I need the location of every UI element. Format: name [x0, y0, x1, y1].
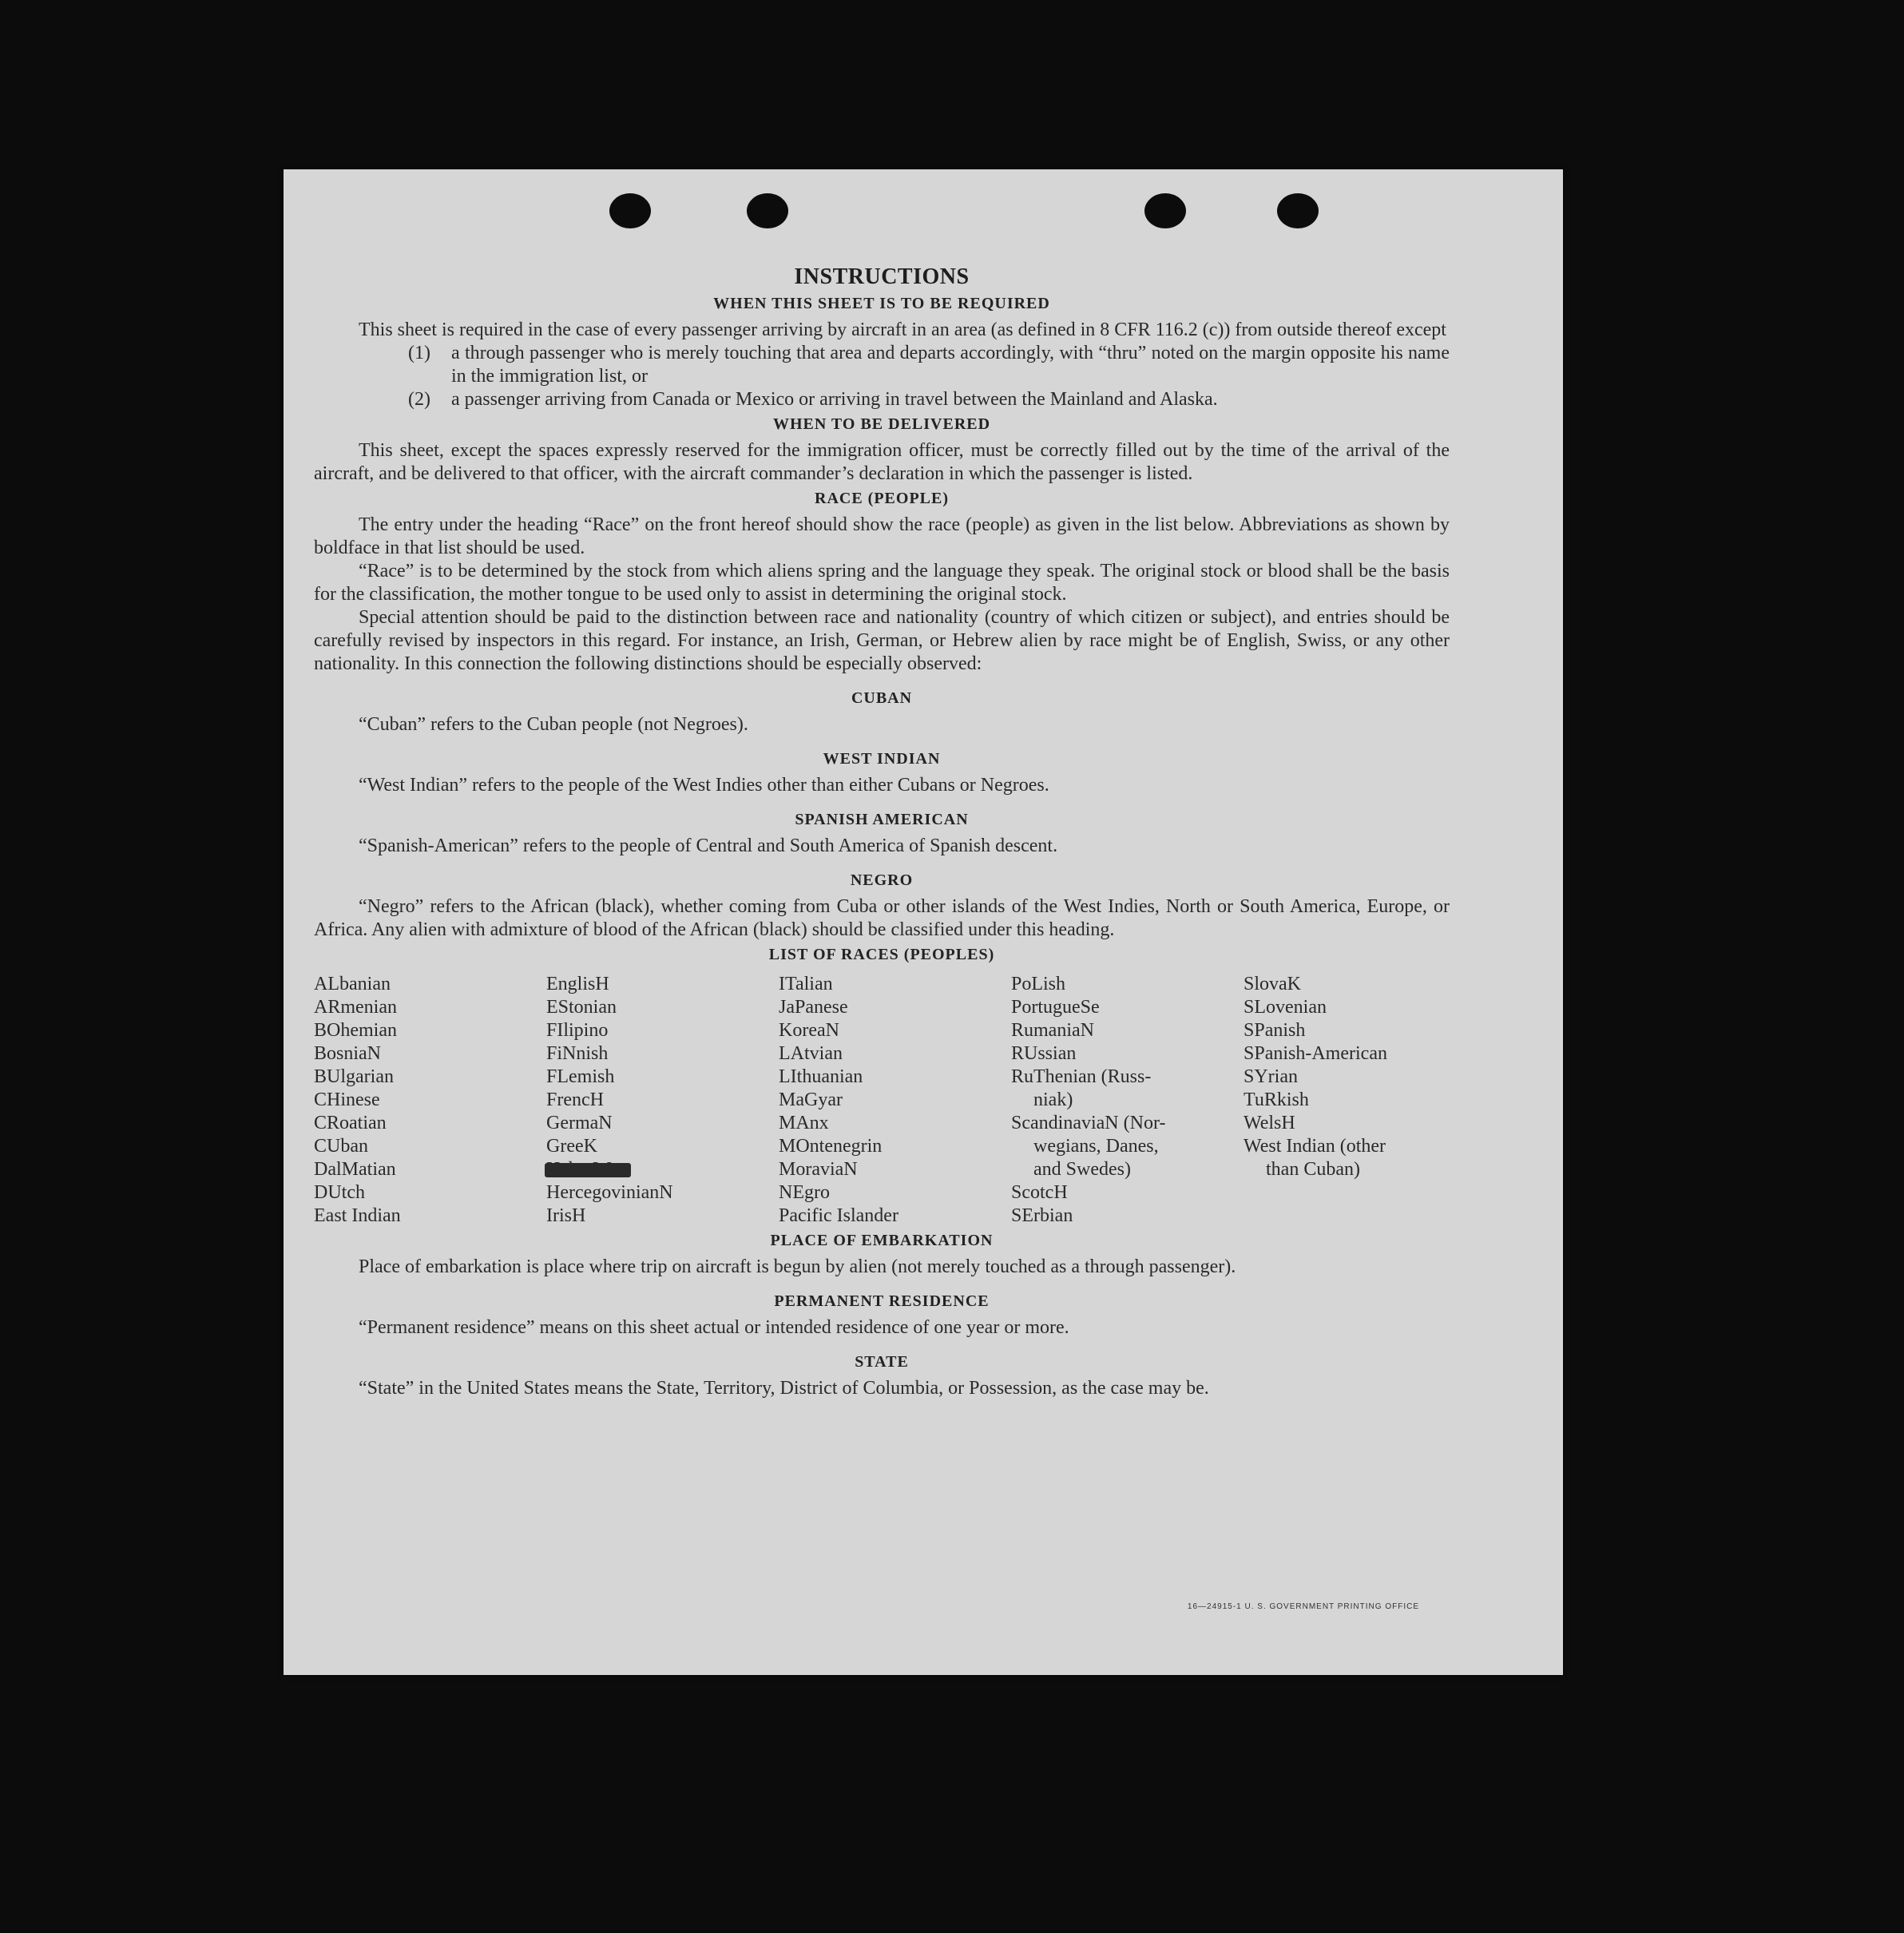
- race-entry: LIthuanian: [779, 1066, 863, 1087]
- section-heading-state: STATE: [855, 1353, 909, 1371]
- race-entry: CHinese: [314, 1090, 380, 1110]
- race-entry: GreeK: [546, 1136, 597, 1157]
- punch-hole: [609, 193, 651, 228]
- state-text: “State” in the United States means the State, Territory, District of Columbia, or Possession, as the case may be.: [359, 1378, 1209, 1399]
- race-entry: LAtvian: [779, 1043, 843, 1064]
- race-entry: ARmenian: [314, 997, 397, 1018]
- race-entry: SLovenian: [1244, 997, 1327, 1018]
- race-entry: SYrian: [1244, 1066, 1298, 1087]
- race-entry: SPanish: [1244, 1020, 1306, 1041]
- race-entry: PortugueSe: [1011, 997, 1100, 1018]
- race-entry: EnglisH: [546, 974, 609, 994]
- spanish-american-text: “Spanish-American” refers to the people of Central and South America of Spanish descent.: [359, 836, 1058, 856]
- when-required-intro: This sheet is required in the case of every passenger arriving by aircraft in an area (as defined in 8 CFR 116.2 (c)) from outside thereof except: [359, 320, 1446, 340]
- race-entry: BOhemian: [314, 1020, 397, 1041]
- instructions-body: [314, 264, 1450, 1400]
- negro-text: “Negro” refers to the African (black), whether coming from Cuba or other islands of the West Indies, North or South America, Europe, or Africa. Any alien with admixture of blood of the African (black) should be classified under this heading.: [314, 896, 1450, 940]
- race-entry: SPanish-American: [1244, 1043, 1387, 1064]
- race-paragraph-1: The entry under the heading “Race” on the front hereof should show the race (people) as given in the list below. Abbreviations as shown by boldface in that list should be used.: [314, 514, 1450, 558]
- race-entry-continuation: and Swedes): [1033, 1159, 1131, 1180]
- race-entry: East Indian: [314, 1205, 401, 1226]
- item-text: a passenger arriving from Canada or Mexico or arriving in travel between the Mainland and Alaska.: [451, 389, 1218, 410]
- race-entry: HercegovinianN: [546, 1182, 673, 1203]
- race-entry: CRoatian: [314, 1113, 387, 1133]
- printing-office-code: 16—24915-1 U. S. GOVERNMENT PRINTING OFFICE: [1187, 1602, 1419, 1611]
- residence-text: “Permanent residence” means on this sheet actual or intended residence of one year or more.: [359, 1317, 1069, 1338]
- race-entry: DalMatian: [314, 1159, 396, 1180]
- race-entry: West Indian (other: [1244, 1136, 1386, 1157]
- item-text: a through passenger who is merely touching that area and departs accordingly, with “thru” noted on the margin opposite his name in the immigration list, or: [451, 343, 1450, 387]
- race-entry-continuation: niak): [1033, 1090, 1073, 1110]
- race-entry: TuRkish: [1244, 1090, 1309, 1110]
- race-entry: FrencH: [546, 1090, 604, 1110]
- section-heading-list-of-races: LIST OF RACES (PEOPLES): [768, 946, 995, 963]
- document-page: [284, 169, 1563, 1675]
- race-paragraph-2: “Race” is to be determined by the stock from which aliens spring and the language they speak. The original stock or blood shall be the basis for the classification, the mother tongue to be used only to assist in determining the original stock.: [314, 561, 1450, 605]
- race-entry: MOntenegrin: [779, 1136, 883, 1157]
- race-entry: IrisH: [546, 1205, 586, 1226]
- races-column-2: [546, 973, 779, 1228]
- race-entry: FiNnish: [546, 1043, 609, 1064]
- race-entry: ScandinaviaN (Nor-: [1011, 1113, 1166, 1133]
- section-heading-cuban: CUBAN: [851, 689, 913, 707]
- race-entry: RumaniaN: [1011, 1020, 1094, 1041]
- punch-hole: [1144, 193, 1186, 228]
- race-entry: DUtch: [314, 1182, 365, 1203]
- item-number: (2): [408, 389, 430, 410]
- west-indian-text: “West Indian” refers to the people of the West Indies other than either Cubans or Negroes.: [359, 775, 1049, 796]
- race-entry: WelsH: [1244, 1113, 1295, 1133]
- when-delivered-text: This sheet, except the spaces expressly reserved for the immigration officer, must be correctly filled out by the time of the arrival of the aircraft, and be delivered to that officer, with the aircraft commander’s declaration in which the passenger is listed.: [314, 440, 1450, 484]
- race-entry-redacted: [546, 1158, 779, 1181]
- race-entry: FIlipino: [546, 1020, 609, 1041]
- race-entry: MoraviaN: [779, 1159, 858, 1180]
- section-heading-spanish-american: SPANISH AMERICAN: [795, 811, 969, 828]
- race-entry: ITalian: [779, 974, 833, 994]
- race-entry-continuation: wegians, Danes,: [1033, 1136, 1159, 1157]
- item-number: (1): [408, 343, 430, 363]
- race-entry: FLemish: [546, 1066, 615, 1087]
- embarkation-text: Place of embarkation is place where trip on aircraft is begun by alien (not merely touched as a through passenger).: [359, 1256, 1236, 1277]
- race-entry: ALbanian: [314, 974, 391, 994]
- section-heading-race: RACE (PEOPLE): [815, 490, 949, 507]
- list-item: [408, 342, 1450, 388]
- race-entry: GermaN: [546, 1113, 613, 1133]
- list-item: [408, 388, 1450, 411]
- section-heading-residence: PERMANENT RESIDENCE: [774, 1292, 990, 1310]
- race-entry: MAnx: [779, 1113, 829, 1133]
- race-entry: EStonian: [546, 997, 617, 1018]
- cuban-text: “Cuban” refers to the Cuban people (not Negroes).: [359, 714, 748, 735]
- section-heading-when-required: WHEN THIS SHEET IS TO BE REQUIRED: [713, 295, 1050, 312]
- race-entry: RUssian: [1011, 1043, 1077, 1064]
- race-entry: NEgro: [779, 1182, 830, 1203]
- punch-hole: [1277, 193, 1319, 228]
- race-entry: RuThenian (Russ-: [1011, 1066, 1152, 1087]
- race-entry: PoLish: [1011, 974, 1066, 994]
- race-entry: CUban: [314, 1136, 368, 1157]
- redaction-mark: [545, 1163, 631, 1177]
- page-title: INSTRUCTIONS: [794, 264, 970, 289]
- race-entry: MaGyar: [779, 1090, 843, 1110]
- section-heading-when-delivered: WHEN TO BE DELIVERED: [772, 415, 991, 433]
- race-entry: KoreaN: [779, 1020, 839, 1041]
- race-entry-continuation: than Cuban): [1266, 1159, 1360, 1180]
- section-heading-west-indian: WEST INDIAN: [823, 750, 941, 768]
- section-heading-embarkation: PLACE OF EMBARKATION: [770, 1232, 994, 1249]
- punch-hole: [747, 193, 788, 228]
- race-entry: BosniaN: [314, 1043, 381, 1064]
- race-entry: ScotcH: [1011, 1182, 1068, 1203]
- races-column-5: [1244, 973, 1450, 1228]
- races-column-4: [1011, 973, 1244, 1228]
- races-column-3: [779, 973, 1011, 1228]
- race-entry: SlovaK: [1244, 974, 1301, 994]
- race-entry: JaPanese: [779, 997, 848, 1018]
- race-entry: SErbian: [1011, 1205, 1073, 1226]
- race-paragraph-3: Special attention should be paid to the distinction between race and nationality (country of which citizen or subject), and entries should be carefully revised by inspectors in this regard. For instance, an Irish, German, or Hebrew alien by race might be of English, Swiss, or any other nationality. In this connection the following distinctions should be especially observed:: [314, 607, 1450, 674]
- races-column-1: [314, 973, 546, 1228]
- section-heading-negro: NEGRO: [850, 871, 914, 889]
- race-entry: BUlgarian: [314, 1066, 394, 1087]
- race-entry: Pacific Islander: [779, 1205, 898, 1226]
- races-table: [314, 973, 1450, 1228]
